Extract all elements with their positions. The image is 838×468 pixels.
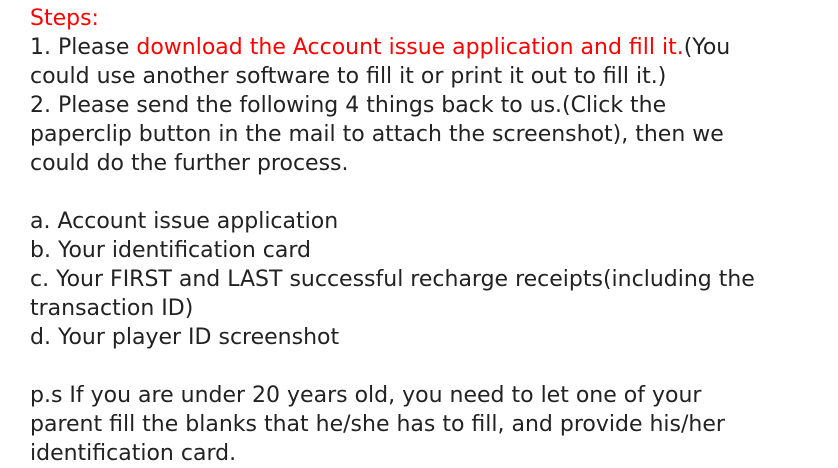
step-1-line-2: could use another software to fill it or print it out to fill it.) xyxy=(30,64,667,89)
step-1-suffix: (You xyxy=(683,35,731,60)
step-1 xyxy=(30,33,838,91)
required-items-list xyxy=(30,207,838,352)
step-2-line-2: paperclip button in the mail to attach the screenshot), then we xyxy=(30,122,724,147)
download-application-instruction: download the Account issue application and fill it. xyxy=(136,35,684,60)
step-1-prefix: 1. Please xyxy=(30,35,137,60)
list-item-b: b. Your identification card xyxy=(30,238,311,263)
ps-note-line-3: identification card. xyxy=(30,441,237,466)
list-item-c-line-1: c. Your FIRST and LAST successful recharge receipts(including the xyxy=(30,267,755,292)
list-item-d: d. Your player ID screenshot xyxy=(30,325,340,350)
list-item-a: a. Account issue application xyxy=(30,209,339,234)
spacer xyxy=(30,178,838,207)
spacer xyxy=(30,352,838,381)
step-2-line-3: could do the further process. xyxy=(30,151,349,176)
ps-note-line-2: parent fill the blanks that he/she has to fill, and provide his/her xyxy=(30,412,725,437)
list-item-c-line-2: transaction ID) xyxy=(30,296,194,321)
step-2 xyxy=(30,91,838,178)
ps-note xyxy=(30,381,838,468)
step-2-line-1: 2. Please send the following 4 things back to us.(Click the xyxy=(30,93,667,118)
step-1-line-1 xyxy=(30,33,838,62)
steps-heading: Steps: xyxy=(30,6,99,31)
ps-note-line-1: p.s If you are under 20 years old, you need to let one of your xyxy=(30,383,702,408)
